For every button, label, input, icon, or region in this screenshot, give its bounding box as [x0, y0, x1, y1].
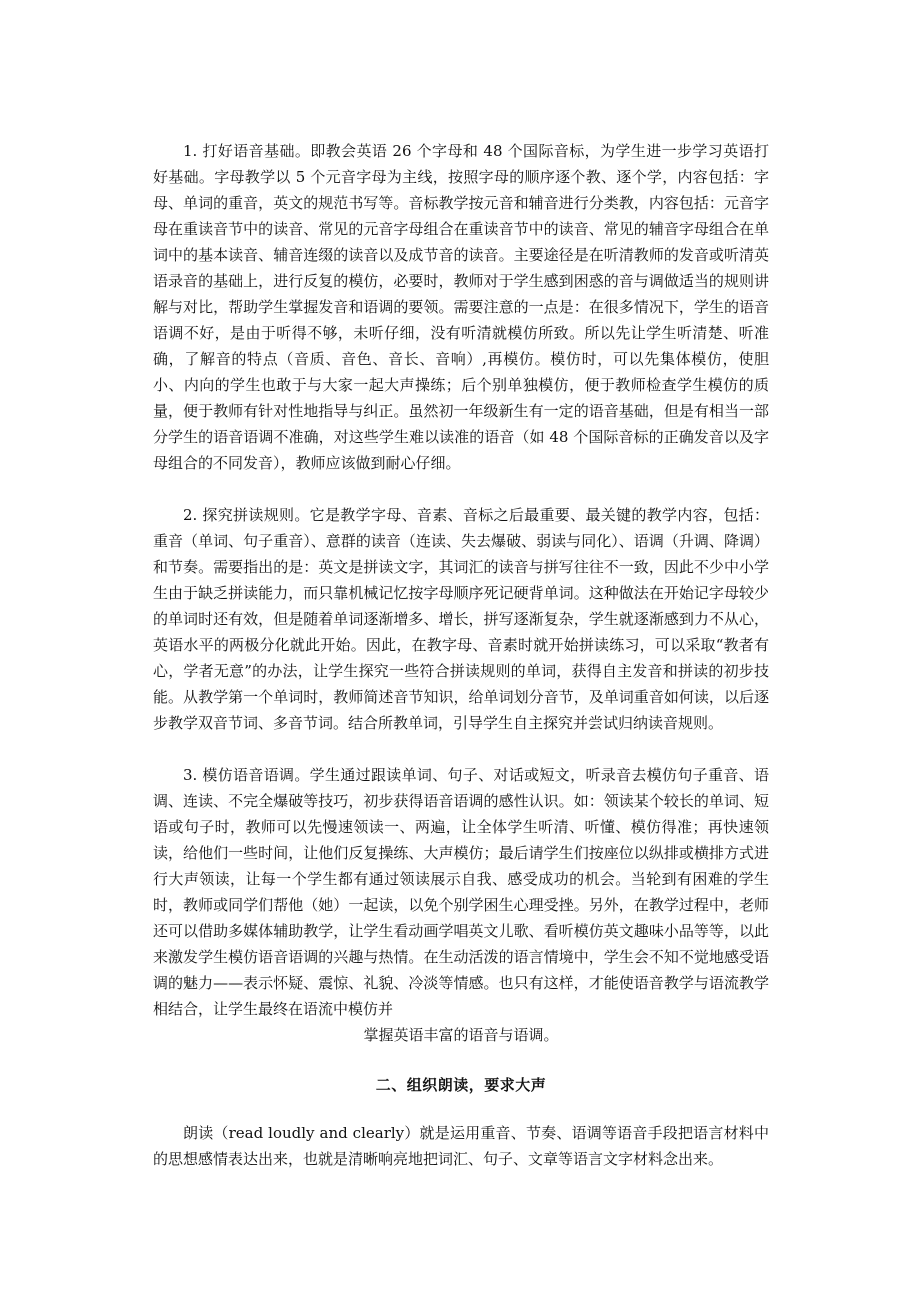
- paragraph-imitate-intonation-body: 3. 模仿语音语调。学生通过跟读单词、句子、对话或短文，听录音去模仿句子重音、语调、连读、不完全爆破等技巧，初步获得语音语调的感性认识。如：领读某个较长的单词、短语或句子时，教师可以先慢速领读一、两遍，让全体学生听清、听懂、模仿得准；再快速领读，给他们一些时间，让他们反复操练、大声模仿；最后请学生们按座位以纵排或横排方式进行大声领读，让每一个学生都有通过领读展示自我、感受成功的机会。当轮到有困难的学生时，教师或同学们帮他（她）一起读，以免个别学困生心理受挫。另外，在教学过程中，老师还可以借助多媒体辅助教学，让学生看动画学唱英文儿歌、看听模仿英文趣味小品等等，以此来激发学生模仿语音语调的兴趣与热情。在生动活泼的语言情境中，学生会不知不觉地感受语调的魅力——表示怀疑、震惊、礼貌、冷淡等情感。也只有这样，才能使语音教学与语流教学相结合，让学生最终在语流中模仿并: [153, 766, 769, 1018]
- paragraph-imitate-intonation: [153, 762, 769, 1048]
- paragraph-pronunciation-basics: 1. 打好语音基础。即教会英语 26 个字母和 48 个国际音标，为学生进一步学习英语打好基础。字母教学以 5 个元音字母为主线，按照字母的顺序逐个教、逐个学，内容包括：字母、单词的重音，英文的规范书写等。音标教学按元音和辅音进行分类教，内容包括：元音字母在重读音节中的读音、常见的元音字母组合在重读音节中的读音、常见的辅音字母组合在单词中的基本读音、辅音连缀的读音以及成节音的读音。主要途径是在听清教师的发音或听清英语录音的基础上，进行反复的模仿，必要时，教师对于学生感到困惑的音与调做适当的规则讲解与对比，帮助学生掌握发音和语调的要领。需要注意的一点是：在很多情况下，学生的语音语调不好，是由于听得不够，未听仔细，没有听清就模仿所致。所以先让学生听清楚、听准确，了解音的特点（音质、音色、音长、音响）,再模仿。模仿时，可以先集体模仿，使胆小、内向的学生也敢于与大家一起大声操练；后个别单独模仿，便于教师检查学生模仿的质量，便于教师有针对性地指导与纠正。虽然初一年级新生有一定的语音基础，但是有相当一部分学生的语音语调不准确，对这些学生难以读准的语音（如 48 个国际音标的正确发音以及字母组合的不同发音），教师应该做到耐心仔细。: [153, 142, 769, 472]
- paragraph-reading-aloud: 朗读（read loudly and clearly）就是运用重音、节奏、语调等语音手段把语言材料中的思想感情表达出来，也就是清晰响亮地把词汇、句子、文章等语言文字材料念出来。: [153, 1124, 769, 1168]
- paragraph-imitate-intonation-tail: 掌握英语丰富的语音与语调。: [363, 1026, 559, 1044]
- section-heading: 二、组织朗读，要求大声: [375, 1076, 547, 1094]
- paragraph-spelling-rules: 2. 探究拼读规则。它是教学字母、音素、音标之后最重要、最关键的教学内容，包括：重音（单词、句子重音）、意群的读音（连读、失去爆破、弱读与同化）、语调（升调、降调）和节奏。需要指出的是：英文是拼读文字，其词汇的读音与拼写往往不一致，因此不少中小学生由于缺乏拼读能力，而只靠机械记忆按字母顺序死记硬背单词。这种做法在开始记字母较少的单词时还有效，但是随着单词逐渐增多、增长，拼写逐渐复杂，学生就逐渐感到力不从心，英语水平的两极分化就此开始。因此，在教字母、音素时就开始拼读练习，可以采取“教者有心，学者无意”的办法，让学生探究一些符合拼读规则的单词，获得自主发音和拼读的初步技能。从教学第一个单词时，教师简述音节知识，给单词划分音节，及单词重音如何读，以后逐步教学双音节词、多音节词。结合所教单词，引导学生自主探究并尝试归纳读音规则。: [153, 506, 769, 732]
- document-page: [153, 138, 769, 1172]
